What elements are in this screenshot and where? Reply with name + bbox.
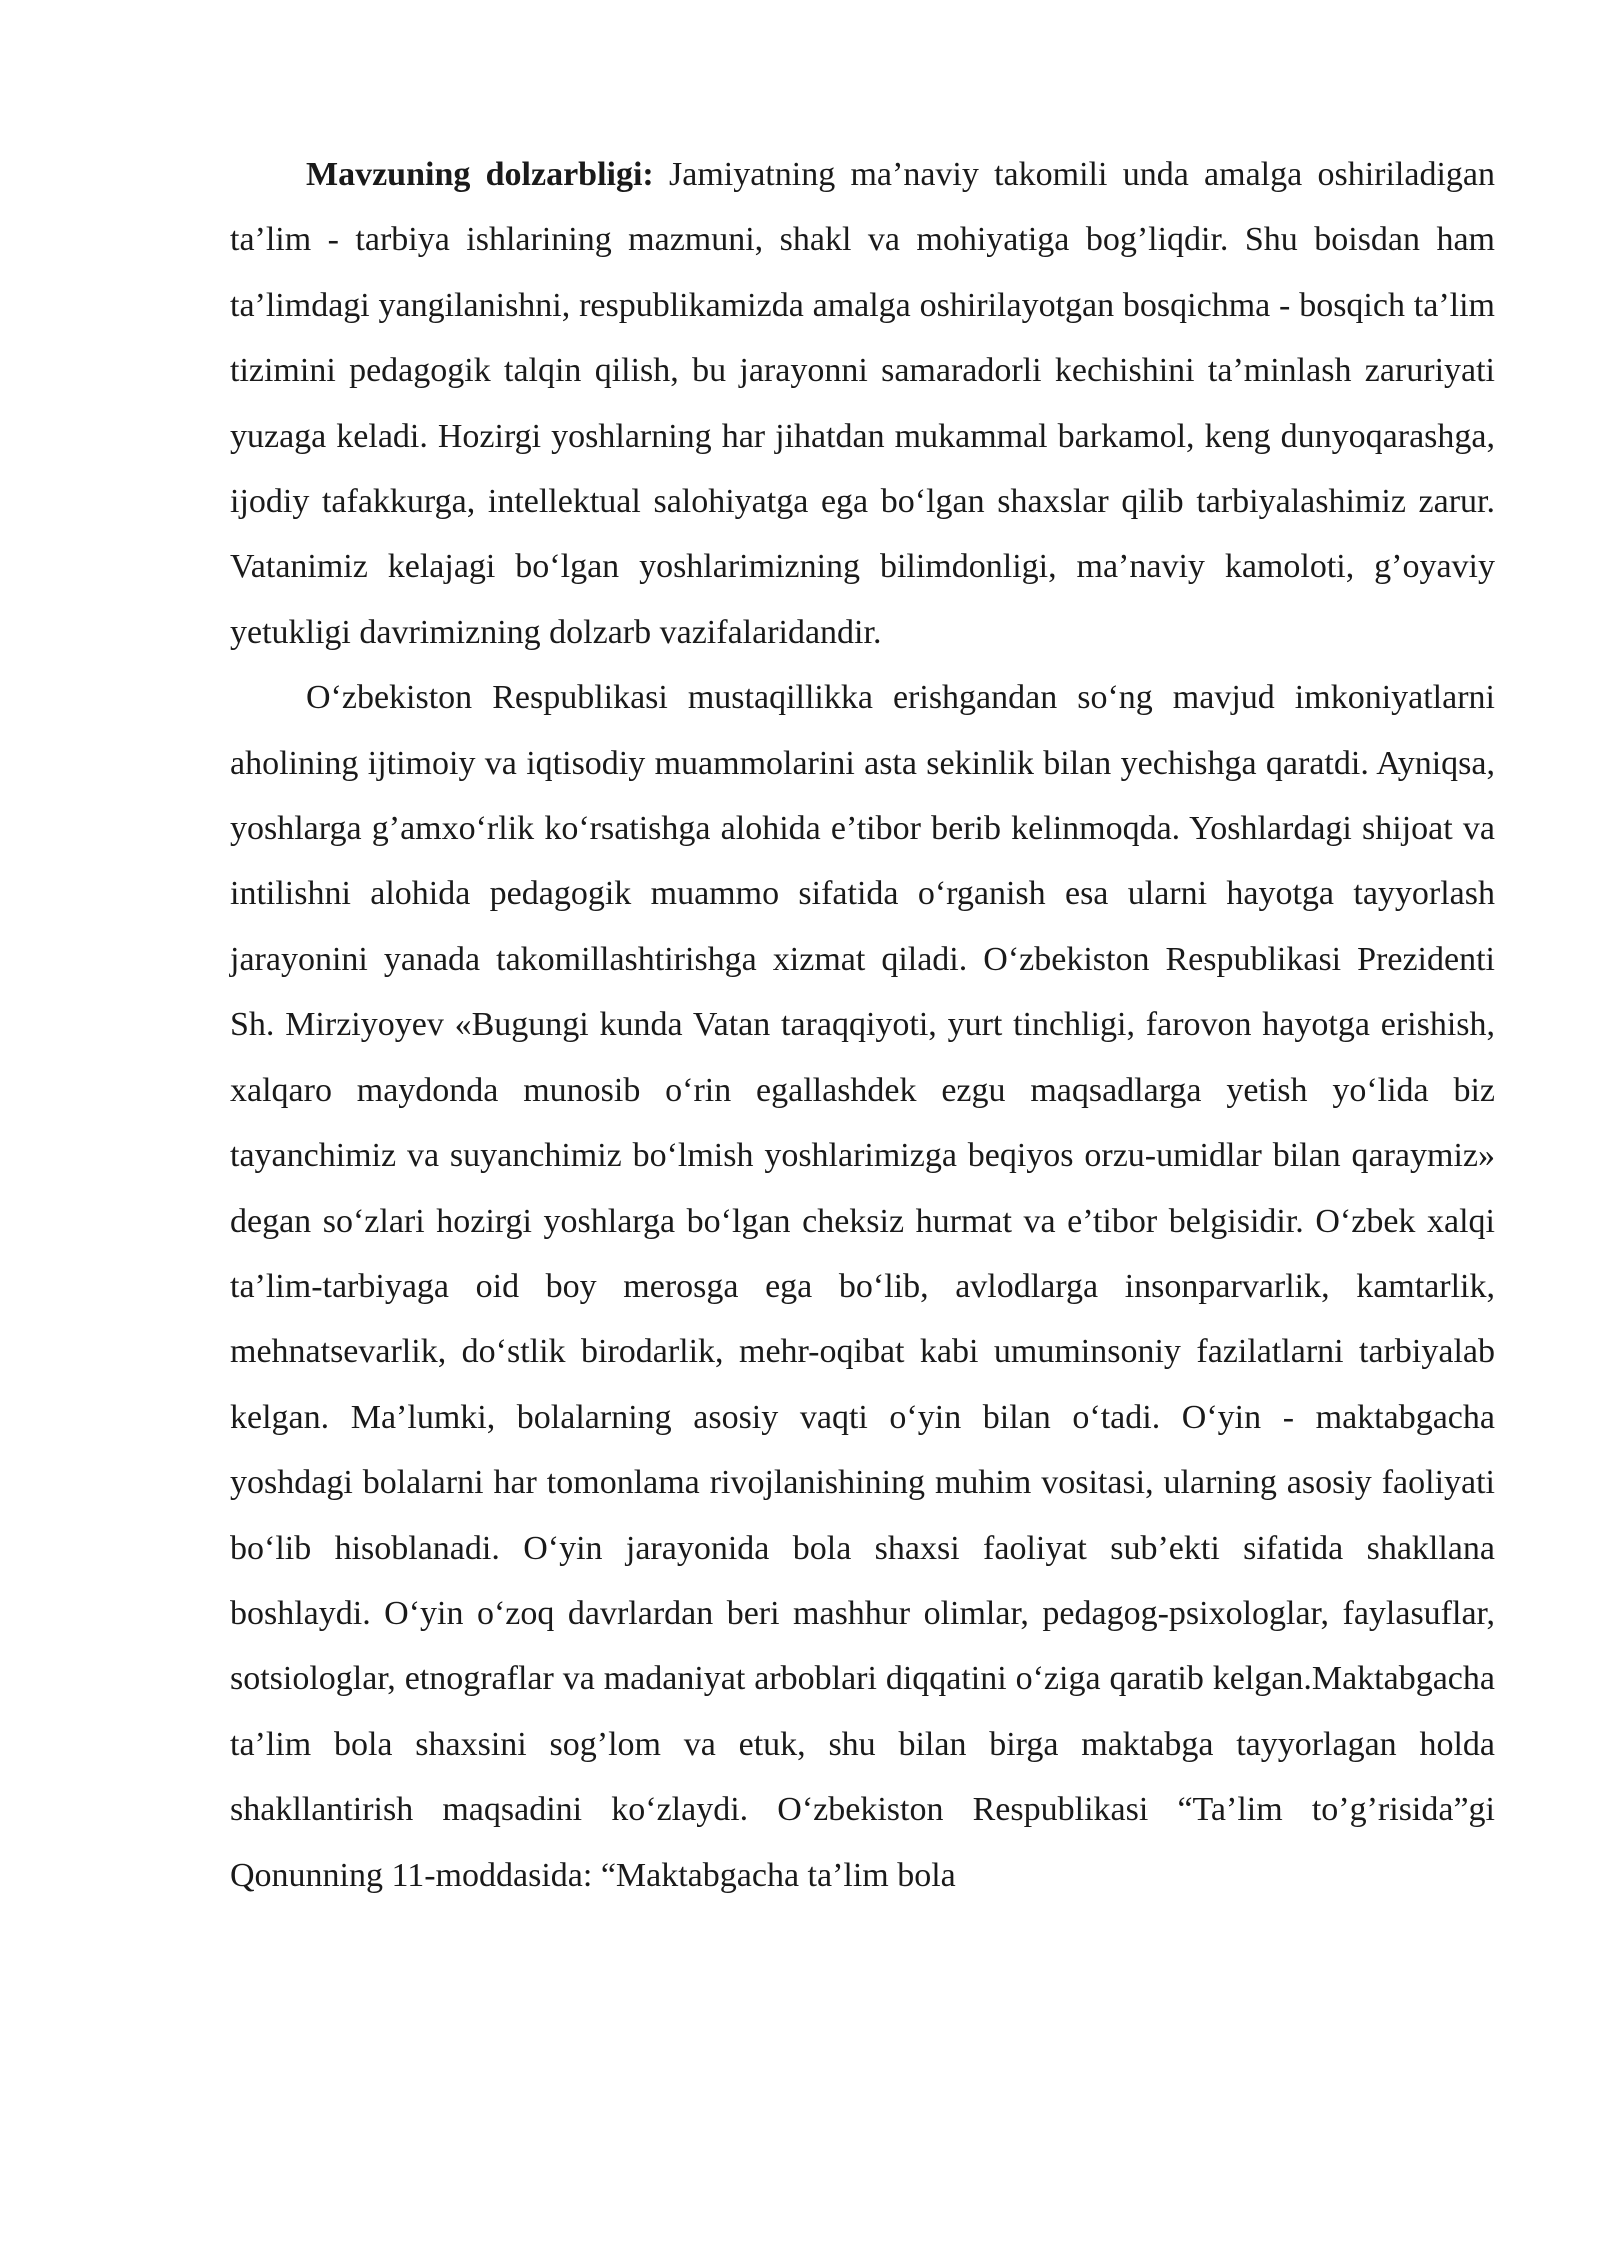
paragraph-uzbekistan: [230, 665, 1495, 1908]
section-heading: Mavzuning dolzarbligi:: [306, 156, 654, 193]
paragraph-uzbekistan-text: O‘zbekiston Respublikasi mustaqillikka erishgandan so‘ng mavjud imkoniyatlarni aholining ijtimoiy va iqtisodiy muammolarini asta sekinlik bilan yechishga qaratdi. Ayniqsa, yoshlarga g’amxo‘rlik ko‘rsatishga alohida e’tibor berib kelinmoqda. Yoshlardagi shijoat va intilishni alohida pedagogik muammo sifatida o‘rganish esa ularni hayotga tayyorlash jarayonini yanada takomillashtirishga xizmat qiladi. O‘zbekiston Respublikasi Prezidenti Sh. Mirziyoyev «Bugungi kunda Vatan taraqqiyoti, yurt tinchligi, farovon hayotga erishish, xalqaro maydonda munosib o‘rin egallashdek ezgu maqsadlarga yetish yo‘lida biz tayanchimiz va suyanchimiz bo‘lmish yoshlarimizga beqiyos orzu-umidlar bilan qaraymiz» degan so‘zlari hozirgi yoshlarga bo‘lgan cheksiz hurmat va e’tibor belgisidir. O‘zbek xalqi ta’lim-tarbiyaga oid boy merosga ega bo‘lib, avlodlarga insonparvarlik, kamtarlik, mehnatsevarlik, do‘stlik birodarlik, mehr-oqibat kabi umuminsoniy fazilatlarni tarbiyalab kelgan. Ma’lumki, bolalarning asosiy vaqti o‘yin bilan o‘tadi. O‘yin - maktabgacha yoshdagi bolalarni har tomonlama rivojlanishining muhim vositasi, ularning asosiy faoliyati bo‘lib hisoblanadi. O‘yin jarayonida bola shaxsi faoliyat sub’ekti sifatida shakllana boshlaydi. O‘yin o‘zoq davrlardan beri mashhur olimlar, pedagog-psixologlar, faylasuflar, sotsiologlar, etnograflar va madaniyat arboblari diqqatini o‘ziga qaratib kelgan.Maktabgacha ta’lim bola shaxsini sog’lom va etuk, shu bilan birga maktabga tayyorlagan holda shakllantirish maqsadini ko‘zlaydi. O‘zbekiston Respublikasi “Ta’lim to’g’risida”gi Qonunning 11-moddasida: “Maktabgacha ta’lim bola: [230, 679, 1495, 1894]
document-page: [230, 142, 1495, 1908]
paragraph-relevance: [230, 142, 1495, 665]
paragraph-relevance-text: Jamiyatning ma’naviy takomili unda amalga oshiriladigan ta’lim - tarbiya ishlarining mazmuni, shakl va mohiyatiga bog’liqdir. Shu boisdan ham ta’limdagi yangilanishni, respublikamizda amalga oshirilayotgan bosqichma - bosqich ta’lim tizimini pedagogik talqin qilish, bu jarayonni samaradorli kechishini ta’minlash zaruriyati yuzaga keladi. Hozirgi yoshlarning har jihatdan mukammal barkamol, keng dunyoqarashga, ijodiy tafakkurga, intellektual salohiyatga ega bo‘lgan shaxslar qilib tarbiyalashimiz zarur. Vatanimiz kelajagi bo‘lgan yoshlarimizning bilimdonligi, ma’naviy kamoloti, g’oyaviy yetukligi davrimizning dolzarb vazifalaridandir.: [230, 156, 1495, 651]
